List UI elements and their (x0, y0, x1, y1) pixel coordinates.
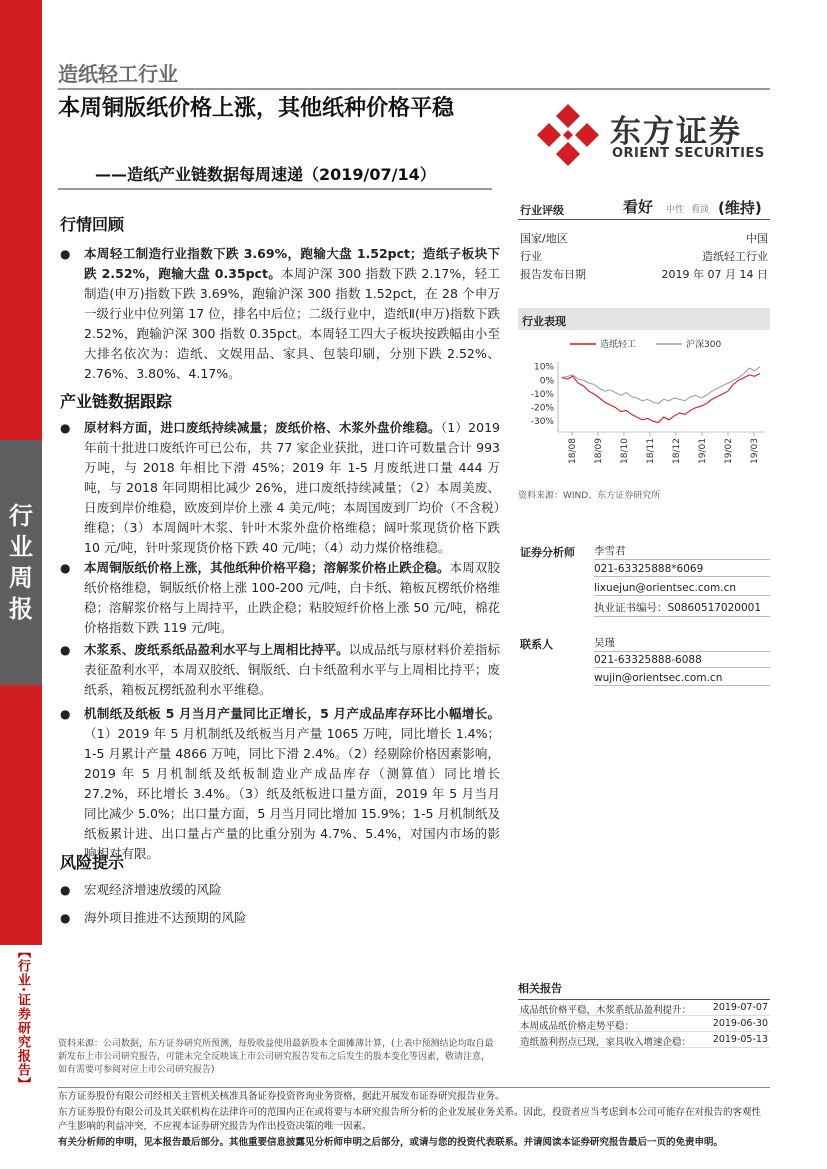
section-heading-risk: 风险提示 (60, 853, 125, 872)
risk-item-text: 宏观经济增速放缓的风险 (84, 882, 222, 897)
series-line (562, 374, 760, 423)
paragraph-body: 本周沪深 300 指数下跌 2.17%，轻工制造(申万)指数下跌 3.69%，跑输沪深 300 指数 1.52pct，在 28 个申万一级行业中位列第 17 位，排名中后位；二级行业中，造纸Ⅱ(申万)指数下跌 2.52%，跑输沪深 300 指数 0.35pct。本周轻工四大子板块按跌幅由小至大排名依次为：造纸、文娱用品、家具、包装印刷，分别下跌 2.52%、2.76%、3.80%、4.17%。 (84, 266, 500, 381)
bullet-icon: ● (60, 883, 71, 897)
data-footnote: 资料来源：公司数据，东方证券研究所预测，每股收益使用最新股本全面摊薄计算，(上表中预测结论均取自最新发布上市公司研究报告，可能未完全反映该上市公司研究报告发布之后发生的股本变化等因素，敬请注意，如有需要可参阅对应上市公司研究报告) (58, 1039, 494, 1075)
info-row-date (518, 266, 770, 284)
subtitle-divider (58, 188, 492, 190)
side-char: 行 (9, 501, 33, 530)
bullet-icon: ● (60, 643, 71, 657)
legend-label: 造纸轻工 (600, 340, 637, 350)
related-report-item[interactable] (518, 1032, 770, 1048)
industry-rating (518, 196, 770, 220)
info-row-region (518, 230, 770, 248)
section-heading-market-review: 行情回顾 (60, 215, 125, 234)
info-value: 造纸轻工行业 (702, 250, 768, 263)
analyst-email[interactable]: lixuejun@orientsec.com.cn (594, 582, 770, 596)
y-tick-label: -10% (530, 389, 554, 400)
bullet-icon: ● (60, 707, 71, 721)
paragraph-lead: 原材料方面，进口废纸持续减量；废纸价格、木浆外盘价维稳。 (84, 420, 441, 435)
bullet-icon: ● (60, 561, 71, 575)
info-value: 中国 (746, 232, 768, 245)
related-report-item[interactable] (518, 1016, 770, 1032)
y-tick-label: -20% (530, 403, 554, 414)
side-bar-red-bottom (0, 685, 42, 945)
contact-email[interactable]: wujin@orientsec.com.cn (594, 672, 770, 686)
rating-selected: 看好 (623, 198, 654, 216)
related-report-date: 2019-05-13 (712, 1034, 768, 1045)
x-tick-label: 19/01 (698, 438, 708, 464)
related-report-title: 造纸盈利拐点已现，家具收入增速企稳： (520, 1037, 692, 1048)
side-report-label: 【行业·证券研究报告】 (15, 945, 30, 1091)
info-key: 报告发布日期 (520, 268, 586, 281)
related-report-date: 2019-06-30 (712, 1018, 768, 1029)
paragraph-body: 以成品纸与原材料价差指标表征盈利水平，本周双胶纸、铜版纸、白卡纸盈利水平与上周相比持平；废纸系，箱板瓦楞纸盈利水平维稳。 (84, 642, 500, 697)
risk-item-text: 海外项目推进不达预期的风险 (84, 910, 247, 925)
section-heading-chain-data: 产业链数据跟踪 (60, 392, 173, 411)
contact-name: 吴瑾 (594, 635, 770, 652)
footer-conflict-notice: 东方证券股份有限公司及其关联机构在法律许可的范围内正在或将要与本研究报告所分析的企业发展业务关系。因此，投资者应当考虑到本公司可能存在对报告的客观性产生影响的利益冲突，不应视本证券研究报告为作出投资决策的唯一因素。 (58, 1107, 762, 1132)
contact-label: 联系人 (520, 638, 553, 651)
info-key: 国家/地区 (520, 232, 568, 245)
industry-name: 造纸轻工行业 (58, 62, 178, 86)
logo-mark-icon (535, 102, 601, 168)
analyst-label: 证券分析师 (520, 546, 575, 559)
paragraph-raw-materials (60, 418, 500, 558)
footer-disclaimer: 有关分析师的申明，见本报告最后部分。其他重要信息披露见分析师申明之后部分，或请与您的投资代表联系。并请阅读本证券研究报告最后一页的免责申明。 (58, 1137, 724, 1148)
paragraph-lead: 木浆系、废纸系纸品盈利水平与上周相比持平。 (84, 642, 349, 657)
x-tick-label: 19/02 (724, 438, 734, 464)
footer-qualification: 东方证券股份有限公司经相关主管机关核准具备证券投资咨询业务资格，据此开展发布证券研究报告业务。 (58, 1091, 505, 1102)
legend-label: 沪深300 (686, 340, 722, 350)
risk-item (60, 880, 222, 898)
paragraph-body: （1）2019 年 5 月机制纸及纸板当月产量 1065 万吨，同比增长 1.4%；1-5 月累计产量 4866 万吨，同比下滑 2.4%。（2）经剔除价格因素影响，2019 年 5 月机制纸及纸板制造业产成品库存（测算值）同比增长 27.2%，环比增长 3.4%。（3）纸及纸板进口量方面，2019 年 5 月当月同比减少 5.0%；出口量方面，5 月当月同比增加 15.9%；1-5 月机制纸及纸板累计进、出口量占产量的比重分别为 4.7%、5.4%，对国内市场的影响相对有限。 (84, 726, 500, 861)
info-row-industry (518, 248, 770, 266)
related-report-item[interactable] (518, 1000, 770, 1016)
performance-heading: 行业表现 (518, 308, 770, 330)
info-value: 2019 年 07 月 14 日 (661, 268, 768, 281)
related-report-title: 成品纸价格平稳，木浆系纸品盈利提升： (520, 1005, 692, 1016)
chart-source: 资料来源：WIND、东方证券研究所 (518, 491, 661, 501)
performance-chart (518, 332, 770, 484)
side-char: 报 (9, 594, 33, 623)
logo-name-en: ORIENT SECURITIES (612, 146, 765, 161)
analyst-phone: 021-63325888*6069 (594, 563, 770, 577)
y-tick-label: 10% (533, 362, 554, 373)
paragraph-market-review (60, 244, 500, 384)
left-side-bar (0, 0, 42, 1169)
side-bar-report-type (0, 440, 42, 685)
paragraph-profitability (60, 640, 500, 700)
contact-phone: 021-63325888-6088 (594, 654, 770, 668)
related-reports-heading: 相关报告 (518, 980, 770, 1000)
paragraph-production (60, 704, 500, 864)
analyst-name: 李雪君 (594, 543, 770, 560)
bullet-icon: ● (60, 247, 71, 261)
related-report-date: 2019-07-07 (712, 1002, 768, 1013)
rating-label: 行业评级 (520, 204, 564, 217)
x-tick-label: 18/08 (568, 438, 578, 464)
analyst-certificate: 执业证书编号：S0860517020001 (594, 600, 770, 617)
series-line (562, 367, 760, 404)
y-tick-label: -30% (530, 417, 554, 428)
x-tick-label: 19/03 (750, 438, 760, 464)
bullet-icon: ● (60, 421, 71, 435)
rating-option-neutral: 中性 (666, 205, 685, 215)
paragraph-lead: 机制纸及纸板 5 月当月产量同比正增长，5 月产成品库存环比小幅增长。 (84, 706, 500, 721)
orient-securities-logo (535, 100, 775, 170)
side-char: 周 (9, 563, 33, 592)
paragraph-lead: 本周轻工制造行业指数下跌 3.69%，跑输大盘 1.52pct；造纸子板块下跌 2.52%，跑输大盘 0.35pct。 (84, 246, 500, 281)
risk-item (60, 908, 247, 926)
footer-divider (58, 1087, 770, 1088)
side-bar-red-top (0, 0, 42, 440)
paragraph-body: 本周双胶纸价格维稳，铜版纸价格上涨 100-200 元/吨，白卡纸、箱板瓦楞纸价格维稳；溶解浆价格与上周持平，止跌企稳；粘胶短纤价格上涨 50 元/吨，棉花价格指数下跌 119 元/吨。 (84, 560, 500, 635)
bullet-icon: ● (60, 911, 71, 925)
logo-name-cn: 东方证券 (610, 114, 742, 150)
x-tick-label: 18/10 (620, 438, 630, 464)
y-tick-label: 0% (539, 376, 554, 387)
related-report-title: 本周成品纸价格走势平稳： (520, 1021, 635, 1032)
header-divider (58, 88, 770, 90)
side-char: 业 (9, 532, 33, 561)
report-subtitle: ——造纸产业链数据每周速递（2019/07/14） (95, 165, 436, 184)
x-tick-label: 18/11 (646, 438, 656, 464)
report-title: 本周铜版纸价格上涨，其他纸种价格平稳 (58, 96, 455, 121)
rating-status: (维持) (718, 199, 762, 217)
paragraph-body: （1）2019 年前十批进口废纸许可已公布，共 77 家企业获批，进口许可数量合计 993 万吨，与 2018 年相比下滑 45%；2019 年 1-5 月废纸进口量 444 万吨，与 2018 年同期相比减少 26%，进口废纸持续减量；（2）本周美废、日废到岸价维稳，欧废到岸价上涨 4 美元/吨；本周国废到厂均价（不含税）维稳；（3）本周阔叶木浆、针叶木浆外盘价格维稳；阔叶浆现货价格下跌 10 元/吨，针叶浆现货价格下跌 40 元/吨；（4）动力煤价格维稳。 (84, 420, 500, 555)
x-tick-label: 18/12 (672, 438, 682, 464)
info-key: 行业 (520, 250, 542, 263)
rating-option-negative: 看淡 (691, 205, 710, 215)
paragraph-paper-prices (60, 558, 500, 638)
paragraph-lead: 本周铜版纸价格上涨，其他纸种价格平稳；溶解浆价格止跌企稳。 (84, 560, 450, 575)
x-tick-label: 18/09 (594, 438, 604, 464)
